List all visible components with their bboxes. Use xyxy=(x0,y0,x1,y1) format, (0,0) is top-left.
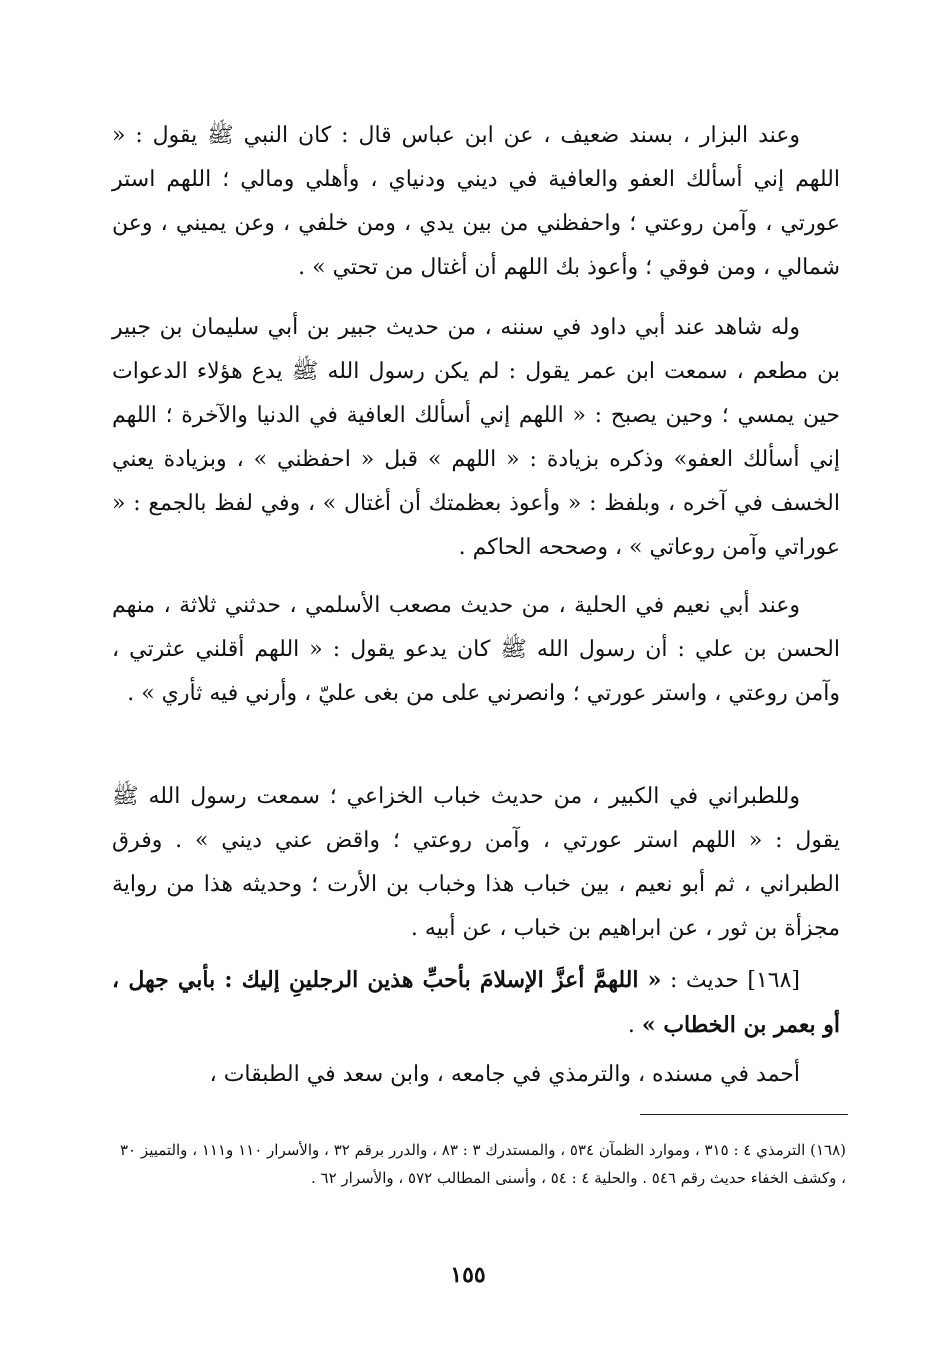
footnote-divider xyxy=(640,1114,848,1115)
hadith-text: « اللهمَّ أعزَّ الإسلامَ بأحبِّ هذين الرجلينِ إليك : بأبي جهل ، أو بعمر بن الخطاب » xyxy=(112,967,840,1038)
hadith-entry xyxy=(112,958,840,1048)
hadith-end: . xyxy=(627,1013,635,1038)
paragraph-text: وعند أبي نعيم في الحلية ، من حديث مصعب الأسلمي ، حدثني ثلاثة ، منهم الحسن بن علي : أن رسول الله ﷺ كان يدعو يقول : « اللهم أقلني عثرتي ، وآمن روعتي ، واستر عورتي ؛ وانصرني على من بغى عليّ ، وأرني فيه ثأري » . xyxy=(112,593,840,706)
paragraph-takhrij xyxy=(112,1053,840,1097)
paragraph-bazzar xyxy=(112,114,840,290)
paragraph-text: وله شاهد عند أبي داود في سننه ، من حديث جبير بن أبي سليمان بن جبير بن مطعم ، سمعت ابن عمر يقول : لم يكن رسول الله ﷺ يدع هؤلاء الدعوات حين يمسي ؛ وحين يصبح : « اللهم إني أسألك العافية في الدنيا والآخرة ؛ اللهم إني أسألك العفو» وذكره بزيادة : « اللهم » قبل « احفظني » ، وبزيادة يعني الخسف في آخره ، وبلفظ : « وأعوذ بعظمتك أن أغتال » ، وفي لفظ بالجمع : « عوراتي وآمن روعاتي » ، وصححه الحاكم . xyxy=(112,315,840,560)
hadith-prefix: حديث : xyxy=(669,968,739,993)
hadith-number: [١٦٨] xyxy=(747,968,801,993)
paragraph-text: وعند البزار ، بسند ضعيف ، عن ابن عباس قال : كان النبي ﷺ يقول : « اللهم إني أسألك العفو والعافية في ديني ودنياي ، وأهلي ومالي ؛ اللهم استر عورتي ، وآمن روعتي ؛ واحفظني من بين يدي ، ومن خلفي ، وعن يميني ، وعن شمالي ، ومن فوقي ؛ وأعوذ بك اللهم أن أغتال من تحتي » . xyxy=(112,123,840,280)
paragraph-text: وللطبراني في الكبير ، من حديث خباب الخزاعي ؛ سمعت رسول الله ﷺ يقول : « اللهم استر عورتي ، وآمن روعتي ؛ واقض عني ديني » . وفرق الطبراني ، ثم أبو نعيم ، بين خباب هذا وخباب بن الأرت ؛ وحديثه هذا من رواية مجزأة بن ثور ، عن ابراهيم بن خباب ، عن أبيه . xyxy=(112,784,840,941)
paragraph-abu-dawud xyxy=(112,306,840,570)
paragraph-abu-nuaym xyxy=(112,584,840,716)
page-number: ١٥٥ xyxy=(450,1262,486,1288)
footnote: (١٦٨) الترمذي ٤ : ٣١٥ ، وموارد الظمآن ٥٣٤ ، والمستدرك ٣ : ٨٣ ، والدرر برقم ٣٢ ، والأسرار ١١٠ و١١١ ، والتمييز ٣٠ ، وكشف الخفاء حديث رقم ٥٤٦ . والحلية ٤ : ٥٤ ، وأسنى المطالب ٥٧٢ ، والأسرار ٦٢ . xyxy=(120,1141,847,1187)
paragraph-text: أحمد في مسنده ، والترمذي في جامعه ، وابن سعد في الطبقات ، xyxy=(209,1062,800,1087)
paragraph-tabarani xyxy=(112,775,840,951)
